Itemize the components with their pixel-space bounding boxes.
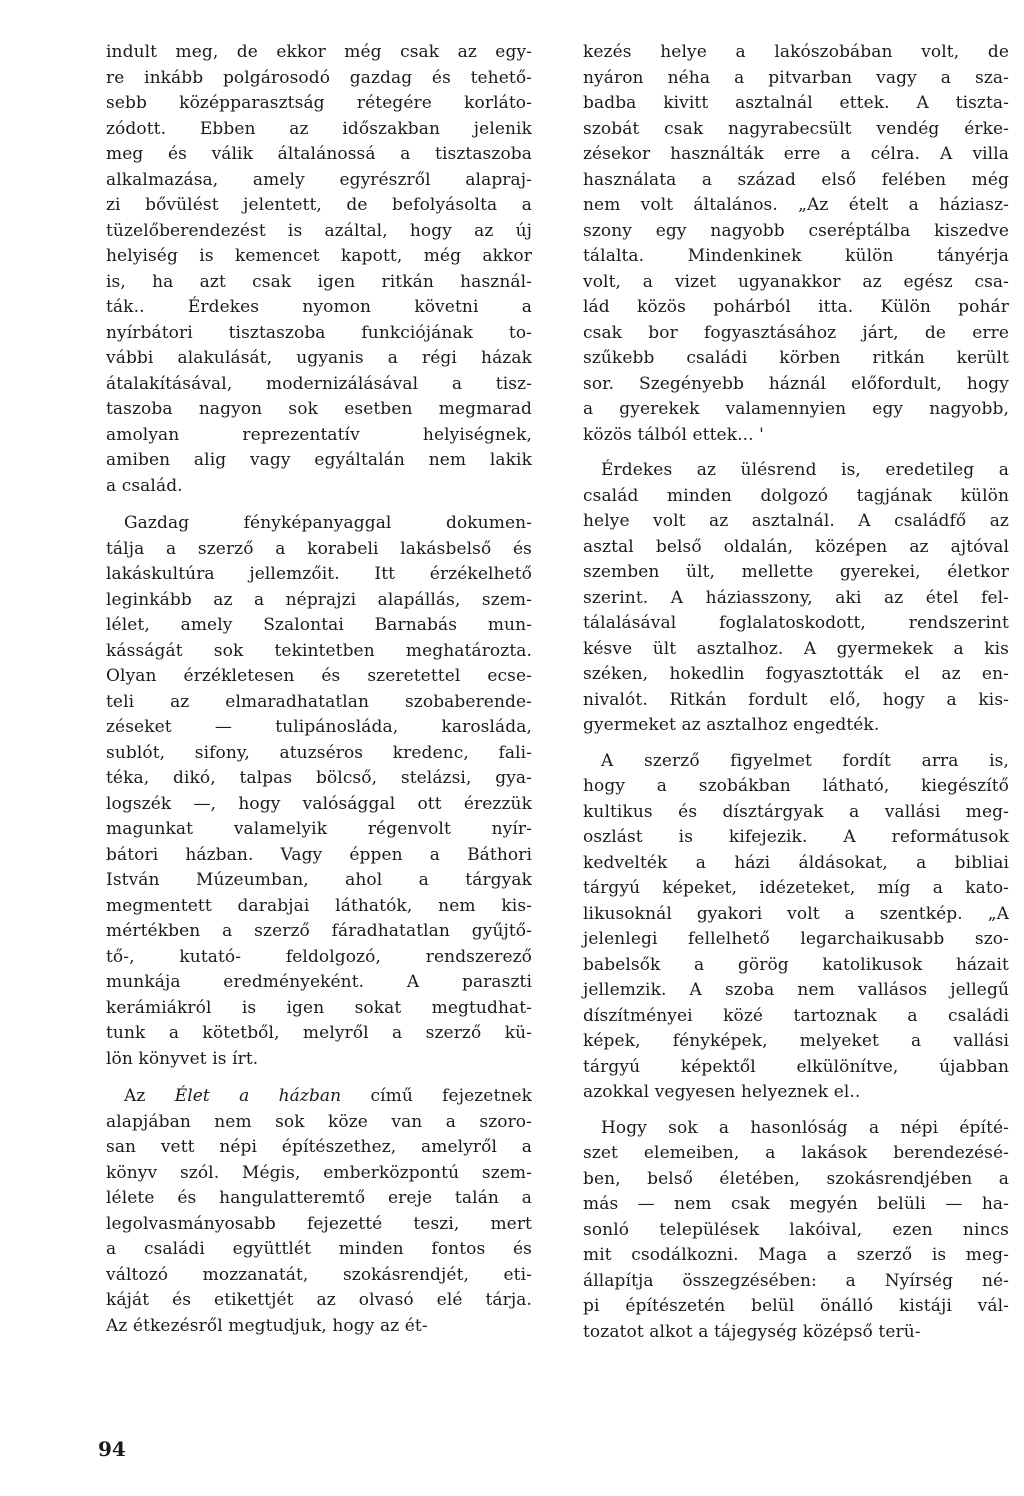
text-line: zi bővülést jelentett, de befolyásolta a xyxy=(106,195,532,215)
text-line: késve ült asztalhoz. A gyermekek a kis xyxy=(583,638,1009,659)
text-line: likusoknál gyakori volt a szentkép. „A xyxy=(583,903,1009,924)
text-line: Az Élet a házban című fejezetnek xyxy=(124,1086,533,1106)
text-line: állapítja összegzésében: a Nyírség né- xyxy=(583,1270,1009,1291)
text-line: bátori házban. Vagy éppen a Báthori xyxy=(106,844,532,865)
text-line: csak bor fogyasztásához járt, de erre xyxy=(583,322,1009,343)
paragraph xyxy=(583,40,1009,448)
text-line: Hogy sok a hasonlóság a népi építé- xyxy=(601,1117,1009,1138)
text-line: lélete és hangulatteremtő ereje talán a xyxy=(106,1188,532,1208)
text-line: tozatot alkot a tájegység középső terü- xyxy=(583,1321,921,1342)
text-line: sublót, sifony, atuzséros kredenc, fali- xyxy=(106,742,532,763)
text-line: szet elemeiben, a lakások berendezésé- xyxy=(583,1143,1009,1163)
text-line: káját és etikettjét az olvasó elé tárja. xyxy=(106,1290,532,1310)
text-line: jellemzik. A szoba nem vallásos jellegű xyxy=(583,980,1009,1000)
text-line: alkalmazása, amely egyrészről alapraj- xyxy=(106,169,532,190)
text-line: tunk a kötetből, melyről a szerző kü- xyxy=(106,1023,532,1043)
text-line: használata a század első felében még xyxy=(583,169,1009,190)
text-line: széken, hokedlin fogyasztották el az en- xyxy=(583,664,1009,684)
text-line: hogy a szobákban látható, kiegészítő xyxy=(583,776,1009,796)
text-line: sonló települések lakóival, ezen nincs xyxy=(583,1219,1009,1240)
text-line: ben, belső életében, szokásrendjében a xyxy=(583,1168,1009,1189)
text-line: a család. xyxy=(106,475,183,496)
text-line: kultikus és dísztárgyak a vallási meg- xyxy=(583,801,1009,822)
text-line: Az étkezésről megtudjuk, hogy az ét- xyxy=(106,1315,428,1336)
text-line: legolvasmányosabb fejezetté teszi, mert xyxy=(106,1213,532,1234)
text-line: lön könyvet is írt. xyxy=(106,1048,259,1069)
text-line: nivalót. Ritkán fordult elő, hogy a kis- xyxy=(583,689,1009,710)
text-line: lakáskultúra jellemzőit. Itt érzékelhető xyxy=(106,564,532,584)
text-line: díszítményei közé tartoznak a családi xyxy=(583,1005,1009,1026)
text-line: indult meg, de ekkor még csak az egy- xyxy=(106,42,532,62)
text-line: Gazdag fényképanyaggal dokumen- xyxy=(124,513,532,533)
paragraph xyxy=(583,458,1009,739)
text-line: jelenlegi fellelhető legarchaikusabb szo- xyxy=(583,929,1009,949)
right-column xyxy=(583,40,1009,1345)
text-line: lád közös pohárból itta. Külön pohár xyxy=(583,297,1009,317)
text-line: asztal belső oldalán, középen az ajtóval xyxy=(583,536,1009,557)
text-line: a gyerekek valamennyien egy nagyobb, xyxy=(583,399,1009,419)
text-line: babelsők a görög katolikusok házait xyxy=(583,954,1009,975)
text-line: a családi együttlét minden fontos és xyxy=(106,1239,532,1259)
text-line: badba kivitt asztalnál ettek. A tiszta- xyxy=(583,93,1009,113)
text-line: tálja a szerző a korabeli lakásbelső és xyxy=(106,538,532,559)
text-line: amiben alig vagy egyáltalán nem lakik xyxy=(106,450,532,470)
text-line: helye volt az asztalnál. A családfő az xyxy=(583,511,1009,531)
page-number: 94 xyxy=(98,1437,126,1461)
paragraph xyxy=(106,511,532,1072)
text-line: volt, a vizet ugyanakkor az egész csa- xyxy=(583,271,1009,292)
left-column xyxy=(106,40,532,1339)
text-line: megmentett darabjai láthatók, nem kis- xyxy=(106,895,532,916)
text-line: meg és válik általánossá a tisztaszoba xyxy=(106,144,532,164)
text-line: tárgyú képeket, idézeteket, míg a kato- xyxy=(583,878,1009,898)
text-line: lélet, amely Szalontai Barnabás mun- xyxy=(106,615,532,635)
text-line: is, ha azt csak igen ritkán használ- xyxy=(106,271,532,292)
paragraph xyxy=(583,1116,1009,1346)
text-line: alapjában nem sok köze van a szoro- xyxy=(106,1111,532,1132)
text-line: re inkább polgárosodó gazdag és tehető- xyxy=(106,67,532,88)
text-line: kásságát sok tekintetben meghatározta. xyxy=(106,640,532,661)
text-line: tő-, kutató- feldolgozó, rendszerező xyxy=(106,946,532,967)
text-line: változó mozzanatát, szokásrendjét, eti- xyxy=(106,1264,532,1285)
text-line: kezés helye a lakószobában volt, de xyxy=(583,42,1009,62)
text-line: szerint. A háziasszony, aki az étel fel- xyxy=(583,587,1009,608)
text-line: szűkebb családi körben ritkán került xyxy=(583,348,1009,368)
text-line: teli az elmaradhatatlan szobaberende- xyxy=(106,691,532,712)
text-line: A szerző figyelmet fordít arra is, xyxy=(601,750,1009,771)
text-line: helyiség is kemencet kapott, még akkor xyxy=(106,246,532,266)
text-line: mit csodálkozni. Maga a szerző is meg- xyxy=(583,1245,1009,1265)
text-line: könyv szól. Mégis, emberközpontú szem- xyxy=(106,1162,532,1183)
text-line: Olyan érzékletesen és szeretettel ecse- xyxy=(106,666,532,686)
text-line: vábbi alakulását, ugyanis a régi házak xyxy=(106,348,532,368)
paragraph xyxy=(583,749,1009,1106)
text-line: amolyan reprezentatív helyiségnek, xyxy=(106,424,532,445)
paragraph xyxy=(106,1084,532,1339)
text-line: szemben ült, mellette gyerekei, életkor xyxy=(583,562,1009,582)
text-line: más — nem csak megyén belüli — ha- xyxy=(583,1194,1009,1214)
text-line: zéseket — tulipánosláda, karosláda, xyxy=(106,717,532,737)
text-line: család minden dolgozó tagjának külön xyxy=(583,485,1009,506)
text-line: logszék —, hogy valósággal ott érezzük xyxy=(106,793,532,814)
text-line: tálalásával foglalatoskodott, rendszerint xyxy=(583,613,1009,633)
text-line: gyermeket az asztalhoz engedték. xyxy=(583,715,880,735)
text-line: sebb középparasztság rétegére korláto- xyxy=(106,93,532,113)
text-line: átalakításával, modernizálásával a tisz- xyxy=(106,373,532,394)
paragraph xyxy=(106,40,532,499)
text-line: nyáron néha a pitvarban vagy a sza- xyxy=(583,67,1009,88)
text-line: oszlást is kifejezik. A reformátusok xyxy=(583,827,1009,847)
text-line: tárgyú képektől elkülönítve, újabban xyxy=(583,1056,1009,1077)
text-line: tálalta. Mindenkinek külön tányérja xyxy=(583,246,1009,266)
text-line: István Múzeumban, ahol a tárgyak xyxy=(106,870,532,890)
text-line: pi építészetén belül önálló kistáji vál- xyxy=(583,1296,1009,1316)
text-line: zódott. Ebben az időszakban jelenik xyxy=(106,118,532,139)
text-line: magunkat valamelyik régenvolt nyír- xyxy=(106,819,532,839)
text-line: mértékben a szerző fáradhatatlan gyűjtő- xyxy=(106,921,532,941)
text-line: nem volt általános. „Az ételt a háziasz- xyxy=(583,195,1009,215)
text-line: közös tálból ettek... ' xyxy=(583,424,764,445)
text-line: ták.. Érdekes nyomon követni a xyxy=(106,297,532,317)
text-line: nyírbátori tisztaszoba funkciójának to- xyxy=(106,322,532,343)
text-line: kedvelték a házi áldásokat, a bibliai xyxy=(583,852,1009,873)
text-line: tüzelőberendezést is azáltal, hogy az új xyxy=(106,220,532,241)
text-line: szobát csak nagyrabecsült vendég érke- xyxy=(583,118,1009,139)
text-line: sor. Szegényebb háznál előfordult, hogy xyxy=(583,373,1009,394)
text-line: zésekor használták erre a célra. A villa xyxy=(583,144,1009,164)
text-line: téka, dikó, talpas bölcső, stelázsi, gya- xyxy=(106,768,532,788)
text-line: san vett népi építészethez, amelyről a xyxy=(106,1137,532,1157)
text-line: azokkal vegyesen helyeznek el.. xyxy=(583,1082,861,1102)
text-line: taszoba nagyon sok esetben megmarad xyxy=(106,399,532,419)
text-line: szony egy nagyobb cseréptálba kiszedve xyxy=(583,220,1009,241)
text-line: Érdekes az ülésrend is, eredetileg a xyxy=(601,460,1009,480)
text-line: képek, fényképek, melyeket a vallási xyxy=(583,1031,1009,1051)
text-line: munkája eredményeként. A paraszti xyxy=(106,972,532,992)
text-line: leginkább az a néprajzi alapállás, szem- xyxy=(106,589,532,610)
text-line: kerámiákról is igen sokat megtudhat- xyxy=(106,997,532,1018)
